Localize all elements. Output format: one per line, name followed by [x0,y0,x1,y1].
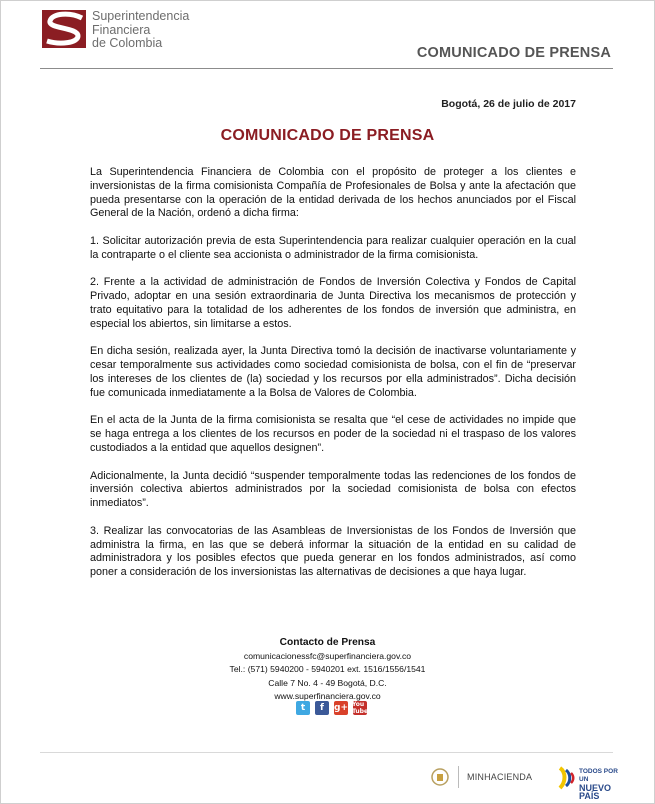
footer-divider [40,752,613,753]
twitter-icon[interactable]: t [296,701,310,715]
contact-title: Contacto de Prensa [279,637,376,648]
contact-address: Calle 7 No. 4 - 49 Bogotá, D.C. [268,677,387,688]
nuevo-pais-logo [556,764,628,801]
header-divider [40,68,613,69]
logo-text [92,10,189,51]
minhacienda-label: MINHACIENDA [467,772,533,782]
logo-line-2: Financiera [92,22,151,37]
google-plus-icon[interactable]: g+ [334,703,348,713]
paragraph-item-3: 3. Realizar las convocatorias de las Asambleas de Inversionistas de los Fondos de Inversión que administra la firma, en las que se deberá informar la situación de la entidad en su calidad de administradora y los posibles efectos que pueda generar en los fondos administrados, así como poner a consideración de los inversionistas las alternativas de decisiones a que haya lugar. [90,524,576,579]
paragraph-additional: Adicionalmente, la Junta decidió “suspender temporalmente todas las redenciones de los fondos de inversión colectiva abiertos administrados por la sociedad comisionista de bolsa con efectos inmediatos”. [90,469,576,510]
nuevo-pais-mark-icon [556,764,578,792]
contact-phone: Tel.: (571) 5940200 - 5940201 ext. 1516/1556/1541 [229,664,426,675]
document-body [90,166,576,594]
header-title: COMUNICADO DE PRENSA [416,45,611,61]
facebook-icon[interactable]: f [315,701,329,715]
nuevo-pais-text [579,768,628,800]
nuevo-pais-line-1: TODOS POR UN [579,768,618,783]
youtube-icon[interactable]: You Tube [351,701,369,715]
nuevo-pais-line-2: NUEVO PAÍS [579,783,612,801]
logo-line-3: de Colombia [92,36,163,50]
document-title: COMUNICADO DE PRENSA [220,127,435,144]
social-links [296,701,367,715]
paragraph-intro: La Superintendencia Financiera de Colombia con el propósito de proteger a los clientes e inversionistas de la firma comisionista Compañía de Profesionales de Bolsa y ante la afectación que pueda presentarse con la operación de la entidad derivada de los hechos anunciados por el Fiscal General de la Nación, ordenó a dicha firma: [90,166,576,220]
paragraph-item-2: 2. Frente a la actividad de administración de Fondos de Inversión Colectiva y Fondos de Capital Privado, adoptar en una sesión extraordinaria de Junta Directiva los mecanismos de protección y trato equitativo para la totalidad de los adherentes de los fondos de inversión que administra, en especial los abiertos, sin limitarse a estos. [90,276,576,330]
contact-website[interactable]: www.superfinanciera.gov.co [274,691,381,702]
paragraph-item-1: 1. Solicitar autorización previa de esta Superintendencia para realizar cualquier operación en la cual la contraparte o el cliente sea accionista o administrador de la firma comisionista. [90,234,576,261]
sfc-logo-icon [42,10,86,48]
minhacienda-separator [458,766,459,788]
contact-email[interactable]: comunicacionessfc@superfinanciera.gov.co [243,650,412,661]
press-contact [0,636,655,704]
document-date: Bogotá, 26 de julio de 2017 [441,98,576,110]
minhacienda-logo [430,764,532,790]
logo-line-1: Superintendencia [92,9,190,23]
paragraph-session: En dicha sesión, realizada ayer, la Junta Directiva tomó la decisión de inactivarse voluntariamente y cesar temporalmente sus actividades como sociedad comisionista de bolsa, con el fin de “preservar los intereses de los clientes de (la) sociedad y los recursos por ella administrados”. Dicha decisión fue comunicada inmediatamente a la Bolsa de Valores de Colombia. [90,345,576,399]
colombia-shield-icon [430,767,450,787]
paragraph-acta: En el acta de la Junta de la firma comisionista se resalta que “el cese de actividades no impide que se haga entrega a los clientes de los recursos en poder de la sociedad ni el traspaso de los valores custodiados a la entidad que aquellos designen”. [90,414,576,454]
superintendencia-logo [42,10,192,50]
